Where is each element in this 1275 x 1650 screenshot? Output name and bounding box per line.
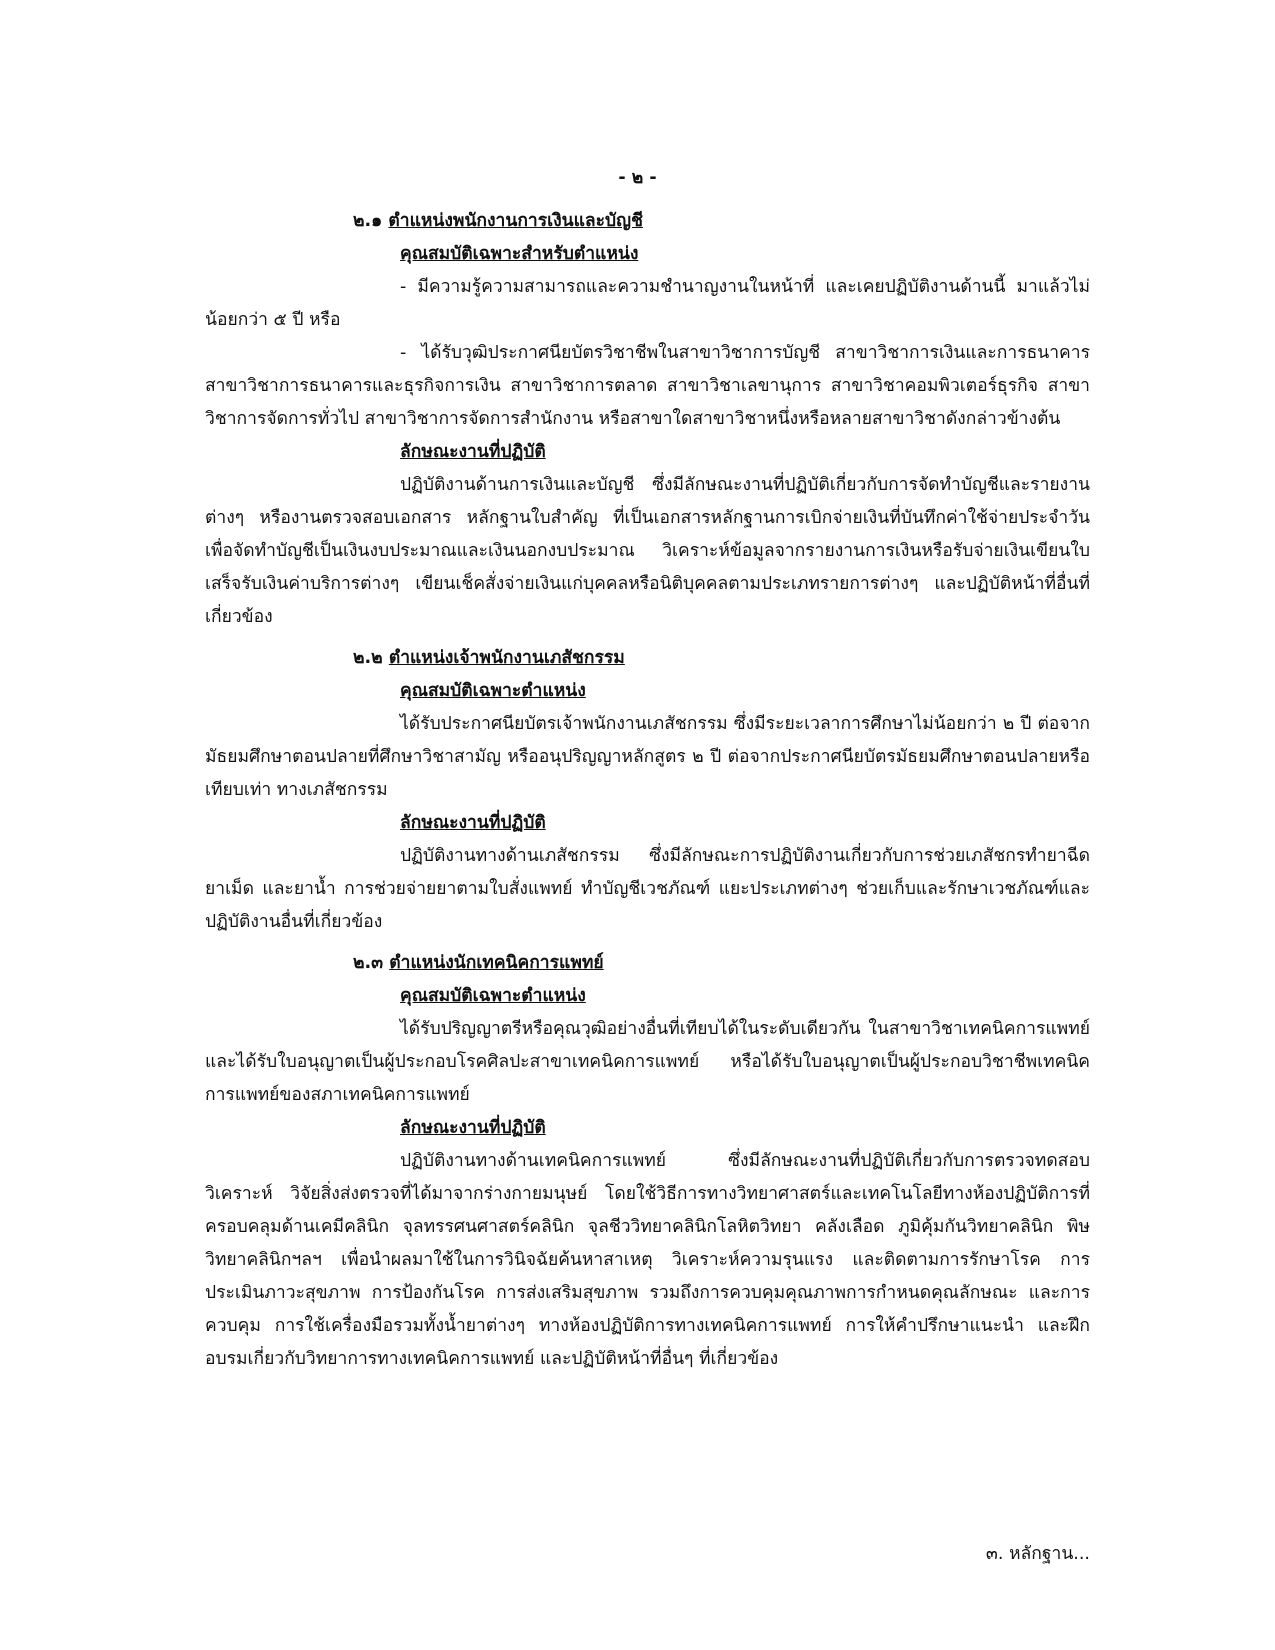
section-2-3 [205,947,1090,1376]
work-paragraph: ปฏิบัติงานทางด้านเทคนิคการแพทย์ ซึ่งมีลักษณะงานที่ปฏิบัติเกี่ยวกับการตรวจทดสอบวิเคราะห์ วิจัยสิ่งส่งตรวจที่ได้มาจากร่างกายมนุษย์ โดยใช้วิธีการทางวิทยาศาสตร์และเทคโนโลยีทางห้องปฏิบัติการที่ครอบคลุมด้านเคมีคลินิก จุลทรรศนศาสตร์คลินิก จุลชีววิทยาคลินิกโลหิตวิทยา คลังเลือด ภูมิคุ้มกันวิทยาคลินิก พิษวิทยาคลินิกฯลฯ เพื่อนำผลมาใช้ในการวินิจฉัยค้นหาสาเหตุ วิเคราะห์ความรุนแรง และติดตามการรักษาโรค การประเมินภาวะสุขภาพ การป้องกันโรค การส่งเสริมสุขภาพ รวมถึงการควบคุมคุณภาพการกำหนดคุณลักษณะ และการควบคุม การใช้เครื่องมือรวมทั้งน้ำยาต่างๆ ทางห้องปฏิบัติการทางเทคนิคการแพทย์ การให้คำปรึกษาแนะนำ และฝึกอบรมเกี่ยวกับวิทยาการทางเทคนิคการแพทย์ และปฏิบัติหน้าที่อื่นๆ ที่เกี่ยวข้อง [205,1151,1090,1369]
qualification-heading: คุณสมบัติเฉพาะตำแหน่ง [400,986,586,1006]
work-heading: ลักษณะงานที่ปฏิบัติ [400,813,546,833]
section-number: ๒.๒ [353,648,383,668]
qualification-heading: คุณสมบัติเฉพาะตำแหน่ง [400,681,586,701]
work-heading: ลักษณะงานที่ปฏิบัติ [400,442,546,462]
section-title: ตำแหน่งเจ้าพนักงานเภสัชกรรม [388,648,625,668]
section-2-2 [205,642,1090,939]
section-heading [205,947,1090,980]
qualification-paragraph: ได้รับปริญญาตรีหรือคุณวุฒิอย่างอื่นที่เทียบได้ในระดับเดียวกัน ในสาขาวิชาเทคนิคการแพทย์ และได้รับใบอนุญาตเป็นผู้ประกอบโรคศิลปะสาขาเทคนิคการแพทย์ หรือได้รับใบอนุญาตเป็นผู้ประกอบวิชาชีพเทคนิคการแพทย์ของสภาเทคนิคการแพทย์ [205,1019,1090,1105]
section-heading [205,205,1090,238]
section-number: ๒.๑ [353,211,383,231]
work-paragraph: ปฏิบัติงานด้านการเงินและบัญชี ซึ่งมีลักษณะงานที่ปฏิบัติเกี่ยวกับการจัดทำบัญชีและรายงานต่างๆ หรืองานตรวจสอบเอกสาร หลักฐานใบสำคัญ ที่เป็นเอกสารหลักฐานการเบิกจ่ายเงินที่บันทึกค่าใช้จ่ายประจำวัน เพื่อจัดทำบัญชีเป็นเงินงบประมาณและเงินนอกงบประมาณ วิเคราะห์ข้อมูลจากรายงานการเงินหรือรับจ่ายเงินเขียนใบเสร็จรับเงินค่าบริการต่างๆ เขียนเช็คสั่งจ่ายเงินแก่บุคคลหรือนิติบุคคลตามประเภทรายการต่างๆ และปฏิบัติหน้าที่อื่นที่เกี่ยวข้อง [205,475,1090,627]
section-number: ๒.๓ [353,953,384,973]
work-heading: ลักษณะงานที่ปฏิบัติ [400,1118,546,1138]
section-heading [205,642,1090,675]
qualification-paragraph: - ได้รับวุฒิประกาศนียบัตรวิชาชีพในสาขาวิชาการบัญชี สาขาวิชาการเงินและการธนาคาร สาขาวิชาการธนาคารและธุรกิจการเงิน สาขาวิชาการตลาด สาขาวิชาเลขานุการ สาขาวิชาคอมพิวเตอร์ธุรกิจ สาขาวิชาการจัดการทั่วไป สาขาวิชาการจัดการสำนักงาน หรือสาขาใดสาขาวิชาหนึ่งหรือหลายสาขาวิชาดังกล่าวข้างต้น [205,343,1090,429]
qualification-paragraph: - มีความรู้ความสามารถและความชำนาญงานในหน้าที่ และเคยปฏิบัติงานด้านนี้ มาแล้วไม่น้อยกว่า ๕ ปี หรือ [205,277,1090,330]
work-paragraph: ปฏิบัติงานทางด้านเภสัชกรรม ซึ่งมีลักษณะการปฏิบัติงานเกี่ยวกับการช่วยเภสัชกรทำยาฉีด ยาเม็ด และยาน้ำ การช่วยจ่ายยาตามใบสั่งแพทย์ ทำบัญชีเวชภัณฑ์ แยะประเภทต่างๆ ช่วยเก็บและรักษาเวชภัณฑ์และปฏิบัติงานอื่นที่เกี่ยวข้อง [205,846,1090,932]
section-2-1 [205,205,1090,634]
section-title: ตำแหน่งนักเทคนิคการแพทย์ [389,953,604,973]
qualification-paragraph: ได้รับประกาศนียบัตรเจ้าพนักงานเภสัชกรรม ซึ่งมีระยะเวลาการศึกษาไม่น้อยกว่า ๒ ปี ต่อจากมัธยมศึกษาตอนปลายที่ศึกษาวิชาสามัญ หรืออนุปริญญาหลักสูตร ๒ ปี ต่อจากประกาศนียบัตรมัธยมศึกษาตอนปลายหรือเทียบเท่า ทางเภสัชกรรม [205,714,1090,800]
section-title: ตำแหน่งพนักงานการเงินและบัญชี [388,211,643,231]
page-number: - ๒ - [618,168,657,188]
continuation-footer: ๓. หลักฐาน... [985,1544,1090,1564]
document-body [205,205,1090,1376]
qualification-heading: คุณสมบัติเฉพาะสำหรับตำแหน่ง [400,244,639,264]
